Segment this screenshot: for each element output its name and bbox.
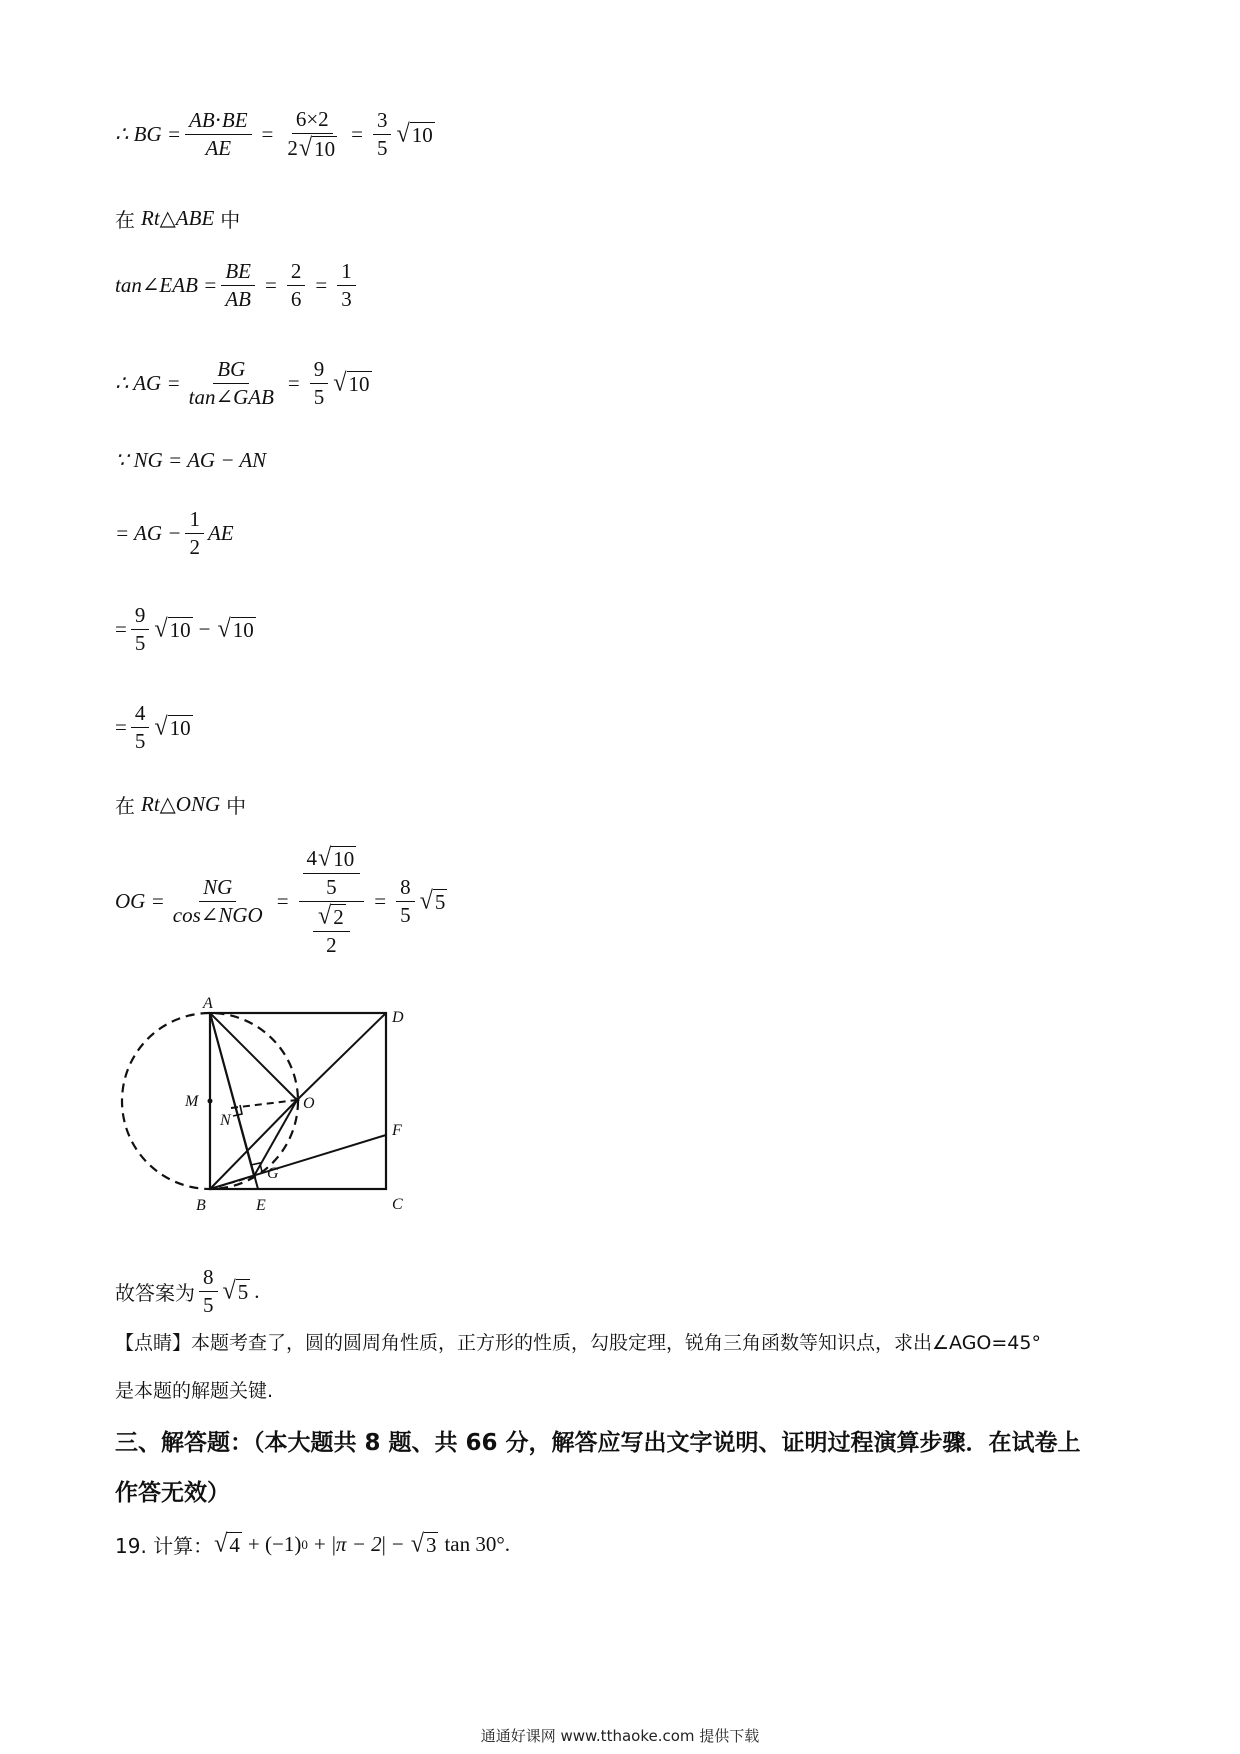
geometry-figure — [110, 995, 440, 1235]
rt-ong-line: 在 Rt△ONG 中 — [115, 792, 247, 818]
comment-line-1: 【点睛】本题考查了，圆的圆周角性质，正方形的性质，勾股定理，锐角三角函数等知识点，求出∠AGO=45° — [115, 1332, 1041, 1354]
ag-equation: ∴ AG = $\frac{BG}{\text{tan∠GAB}}$ = $\frac{9}{5}$ √ 10 — [115, 357, 370, 410]
line-ao — [210, 1013, 297, 1100]
label-o: O — [303, 1095, 315, 1112]
sqrt: √ 5 — [419, 886, 446, 915]
label-a: A — [203, 995, 213, 1012]
bg-frac-1: $\frac{AB\cdot BE}{AE}$ — [185, 109, 252, 160]
ng-equation: ∵ NG = AG − AN — [115, 448, 267, 472]
label-m: M — [185, 1093, 199, 1110]
bg-equation: ∴ BG = $\frac{AB\cdot BE}{AE}$ = 6×2 2 √ 10 = $\frac{3}{5}$ √ 10 — [115, 107, 433, 162]
bg-lhs: ∴ BG = — [115, 122, 182, 147]
sqrt: √ 2 — [318, 901, 344, 930]
sqrt: √ 3 — [410, 1529, 437, 1558]
label-n: N — [220, 1112, 231, 1129]
sqrt: √ 10 — [217, 614, 254, 643]
sqrt: √ 10 — [154, 614, 191, 643]
sqrt: √ 10 — [333, 368, 370, 397]
tan-equation: tan∠EAB = $\frac{BE}{AB}$ = $\frac{2}{6}$ = $\frac{1}{3}$ — [115, 260, 360, 311]
og-equation: OG = $\frac{NG}{\text{cos∠NGO}}$ = 4 √ 10 5 √ 2 2 = $\frac{8}{5}$ √ 5 — [115, 843, 446, 958]
label-g: G — [267, 1165, 279, 1182]
section-heading-2: 作答无效） — [115, 1480, 230, 1506]
sqrt: √ 4 — [214, 1529, 240, 1558]
label-d: D — [392, 1009, 404, 1026]
label-e: E — [256, 1197, 266, 1214]
step-3: = $\frac{4}{5}$ √ 10 — [115, 701, 191, 754]
complex-fraction: 4 √ 10 5 √ 2 2 — [299, 846, 365, 957]
label-c: C — [392, 1196, 403, 1213]
sqrt: √ 5 — [222, 1276, 249, 1305]
question-19: 19. 计算： √ 4 + (−1) 0 + |π − 2| − √ 3 tan 30°. — [115, 1529, 510, 1558]
absolute-value: |π − 2| — [331, 1532, 386, 1556]
label-b: B — [196, 1197, 206, 1214]
point-o — [295, 1098, 300, 1103]
sqrt: √ 10 — [396, 119, 433, 148]
question-label: 19. 计算： — [115, 1534, 214, 1558]
bg-frac-2: 6×2 2 √ 10 — [287, 107, 336, 162]
comment-line-2: 是本题的解题关键. — [115, 1380, 274, 1402]
point-m — [208, 1099, 213, 1104]
bg-frac-3: $\frac{3}{5}$ — [373, 109, 392, 160]
sqrt: √ 10 — [318, 843, 355, 872]
line-od — [297, 1013, 386, 1100]
sqrt: √ 10 — [154, 712, 191, 741]
page-footer: 通通好课网 www.tthaoke.com 提供下载 — [480, 1727, 760, 1745]
section-heading-1: 三、解答题：（本大题共 8 题、共 66 分，解答应写出文字说明、证明过程演算步骤．在试卷上 — [115, 1430, 1081, 1456]
label-f: F — [392, 1122, 402, 1139]
line-ag — [210, 1013, 254, 1176]
answer-line: 故答案为 $\frac{8}{5}$ √ 5 . — [115, 1265, 260, 1318]
rt-abe-line: 在 Rt△ABE 中 — [115, 206, 241, 232]
step-2: = $\frac{9}{5}$ √ 10 − √ 10 — [115, 603, 254, 656]
sqrt: √ 10 — [298, 133, 336, 162]
step-1: = AG − $\frac{1}{2}$ AE — [115, 507, 234, 560]
